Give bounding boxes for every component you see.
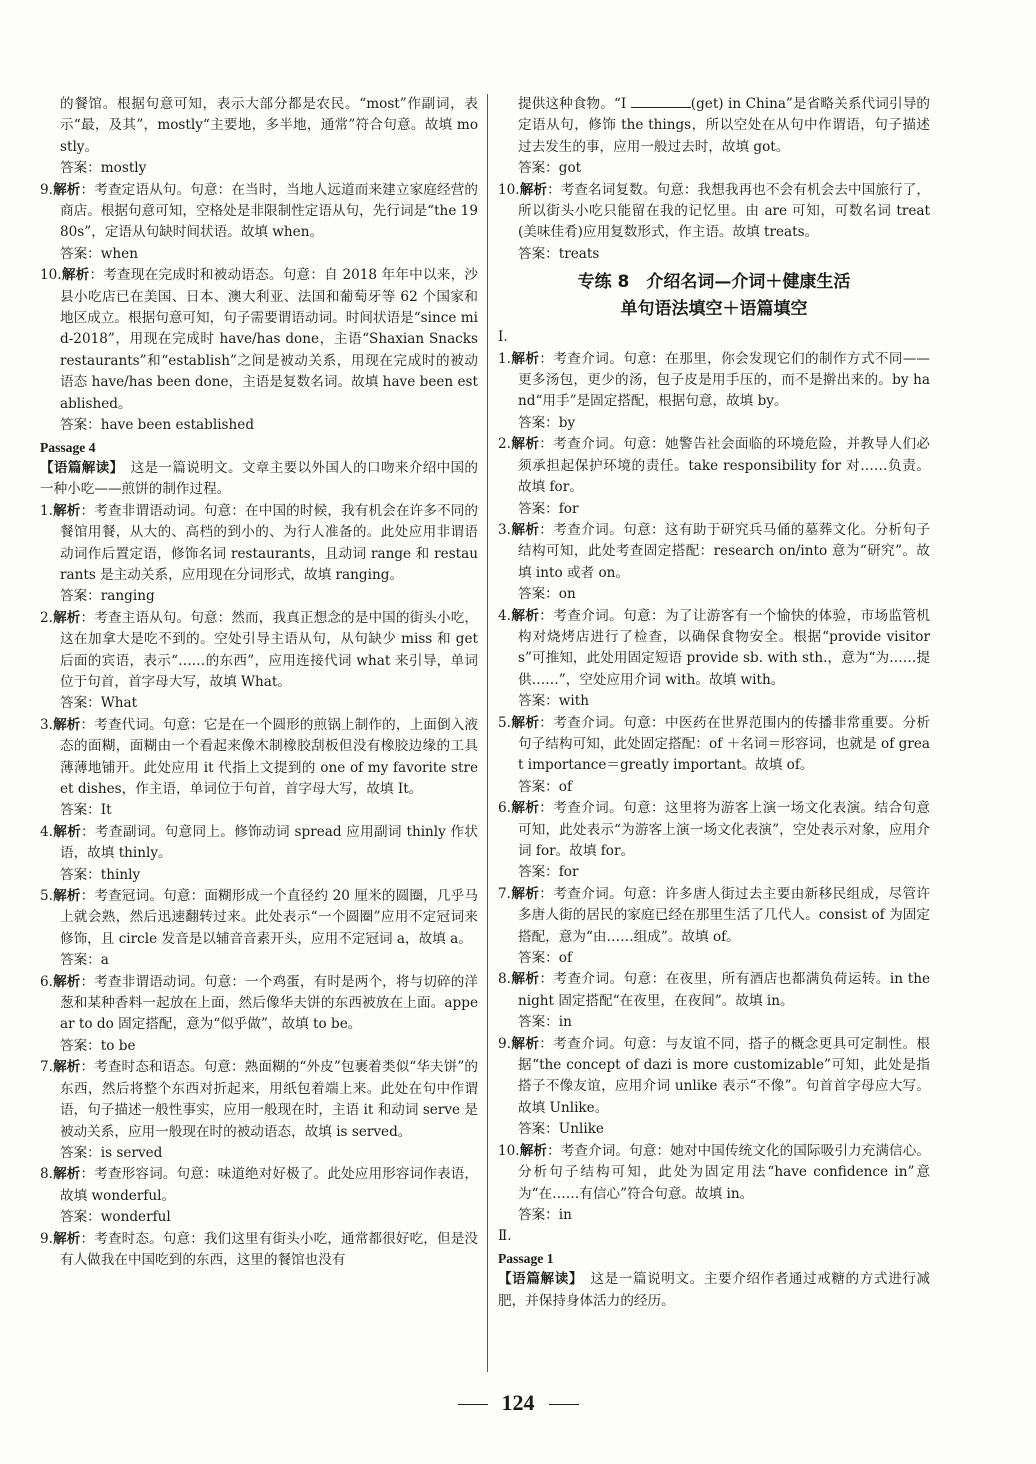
answer: 答案：got <box>518 160 582 177</box>
item-number: 3. <box>498 521 511 538</box>
item-label: 解析 <box>52 181 81 198</box>
continuation-text-b: (get) in China”是省略关系代词引导的定语从句，修饰 the things，所以空处在从句中作谓语，句子描述过去发生的事，应用一般过去时，故填 got。 <box>518 96 931 155</box>
item-label: 解析 <box>52 888 81 905</box>
part1-item-4 <box>498 606 930 713</box>
page-number-text: 124 <box>501 1390 535 1415</box>
item-text: ：考查冠词。句意：面糊形成一个直径约 20 厘米的圆圈，几乎马上就会熟，然后迅速翻转过来。此处表示“一个圆圈”应用不定冠词来修饰，且 circle 发音是以辅音音素开头，应用不定冠词 a，故填 a。 <box>60 888 478 947</box>
item-text: ：考查介词。句意：为了让游客有一个愉快的体验，市场监管机构对烧烤店进行了检查，以确保食物安全。根据“provide visitors”可推知，此处用固定短语 provide sb. with sth.，意为“为……提供……”，空处应用介词 with。故填 with。 <box>518 607 931 688</box>
intro-text: 这是一篇说明文。文章主要以外国人的口吻来介绍中国的一种小吃——煎饼的制作过程。 <box>40 459 479 498</box>
item-8 <box>40 1164 478 1228</box>
item-10 <box>40 265 478 436</box>
item-text: ：考查代词。句意：它是在一个圆形的煎锅上制作的，上面倒入液态的面糊，面糊由一个看起来像木制橡胶刮板但没有橡胶边缘的工具薄薄地铺开。此处应用 it 代指上文提到的 one of my favorite street dishes，作主语，单词位于句首，首字母大写，故填 It。 <box>60 716 479 797</box>
item-5 <box>40 886 478 972</box>
item-text: ：考查主语从句。句意：然而，我真正想念的是中国的街头小吃，这在加拿大是吃不到的。空处引导主语从句，从句缺少 miss 和 get 后面的宾语，表示“……的东西”，应用连接代词 what 来引导，单词位于句首，首字母大写，故填 What。 <box>60 609 479 690</box>
item-text: ：考查介词。句意：在那里，你会发现它们的制作方式不同——更多汤包，更少的汤，包子皮是用手压的，而不是擀出来的。by hand“用手”是固定搭配，根据句意，故填 by。 <box>518 350 931 410</box>
page-number-dash-left <box>458 1404 488 1405</box>
item-label: 解析 <box>510 714 540 731</box>
answer: 答案：have been established <box>60 417 255 434</box>
item-number: 10. <box>40 267 62 284</box>
item-text: ：考查时态和语态。句意：熟面糊的“外皮”包裹着类似“华夫饼”的东西，然后将整个东西对折起来，用纸包着端上来。此处在句中作谓语，句子描述一般性事实，应用一般现在时，主语 it 和动词 serve 是被动关系，应用一般现在时的被动语态，故填 is served。 <box>60 1059 479 1140</box>
fill-blank <box>631 95 691 108</box>
part-label: Ⅰ. <box>498 329 508 346</box>
item-text: ：考查名词复数。句意：我想我再也不会有机会去中国旅行了，所以街头小吃只能留在我的记忆里。由 are 可知，可数名词 treat(美味佳肴)应用复数形式，作主语。故填 treats。 <box>518 181 931 241</box>
item-label: 解析 <box>52 1166 81 1183</box>
left-column <box>40 94 478 1271</box>
item-number: 8. <box>40 1166 53 1183</box>
part1-item-3 <box>498 520 930 606</box>
continuation-text: 的餐馆。根据句意可知，表示大部分都是农民。“most”作副词，表示“最，及其”，mostly“主要地，多半地，通常”符合句意。故填 mostly。 <box>60 96 478 155</box>
section-title <box>498 269 930 323</box>
item-label: 解析 <box>510 521 540 538</box>
part1-item-5 <box>498 713 930 799</box>
intro-label: 【语篇解读】 <box>498 1271 577 1288</box>
item-number: 10. <box>498 181 520 198</box>
part1-item-7 <box>498 884 930 970</box>
answer: 答案：mostly <box>60 160 147 177</box>
answer: 答案：treats <box>518 245 600 262</box>
item-number: 5. <box>498 714 511 731</box>
answer: 答案：of <box>518 950 572 967</box>
item-number: 7. <box>498 885 511 902</box>
answer: 答案：What <box>60 695 138 712</box>
item-number: 5. <box>40 888 53 905</box>
passage-label: Passage 4 <box>40 439 96 455</box>
item-number: 2. <box>498 436 511 453</box>
item-text: ：考查介词。句意：她对中国传统文化的国际吸引力充满信心。分析句子结构可知，此处为固定用法“have confidence in”意为“在……有信心”符合句意。故填 in。 <box>518 1142 931 1202</box>
item-label: 解析 <box>61 267 90 284</box>
item-number: 9. <box>40 181 53 198</box>
item-number: 4. <box>40 823 53 840</box>
item-label: 解析 <box>52 1059 81 1076</box>
section-title-line2: 单句语法填空＋语篇填空 <box>620 299 808 320</box>
item-label: 解析 <box>52 1230 81 1247</box>
item-text: ：考查介词。句意：许多唐人街过去主要由新移民组成，尽管许多唐人街的居民的家庭已经在那里生活了几代人。consist of 为固定搭配，意为“由……组成”。故填 of。 <box>518 885 931 945</box>
section-title-line1: 专练 8 介绍名词—介词＋健康生活 <box>577 272 851 293</box>
item-text: ：考查介词。句意：在夜里，所有酒店也都满负荷运转。in the night 固定搭配“在夜里，在夜间”。故填 in。 <box>518 971 931 1009</box>
answer: 答案：on <box>518 586 576 603</box>
answer: 答案：in <box>518 1014 572 1031</box>
answer: 答案：to be <box>60 1037 136 1054</box>
item-label: 解析 <box>510 607 540 624</box>
item-number: 6. <box>40 973 53 990</box>
answer: 答案：for <box>518 864 579 881</box>
item-number: 1. <box>498 350 511 367</box>
item-number: 6. <box>498 800 511 817</box>
item-7 <box>40 1057 478 1164</box>
item-text: ：考查介词。句意：中医药在世界范围内的传播非常重要。分析句子结构可知，此处固定搭配：of ＋名词＝形容词，也就是 of great importance＝greatly important。故填 of。 <box>518 714 931 774</box>
item-label: 解析 <box>519 181 548 198</box>
part1-item-6 <box>498 798 930 884</box>
answer: 答案：It <box>60 802 112 819</box>
right-column <box>498 94 930 1312</box>
item-text: ：考查介词。句意：这有助于研究兵马俑的墓葬文化。分析句子结构可知，此处考查固定搭配：research on/into 意为“研究”。故填 into 或者 on。 <box>518 521 931 581</box>
item-number: 7. <box>40 1059 53 1076</box>
item-label: 解析 <box>510 436 540 453</box>
answer: 答案：is served <box>60 1144 163 1161</box>
item-number: 3. <box>40 716 53 733</box>
answer: 答案：of <box>518 778 572 795</box>
answer: 答案：thinly <box>60 866 141 883</box>
item-label: 解析 <box>52 973 81 990</box>
item-label: 解析 <box>510 800 540 817</box>
answer: 答案：with <box>518 693 589 710</box>
answer: 答案：when <box>60 245 138 262</box>
item-label: 解析 <box>510 885 540 902</box>
item-text: ：考查非谓语动词。句意：一个鸡蛋，有时是两个，将与切碎的洋葱和某种香料一起放在上面，然后像华夫饼的东西被放在上面。appear to do 固定搭配，意为“似乎做”，故填 to be。 <box>60 973 479 1033</box>
intro-text: 这是一篇说明文。主要介绍作者通过戒糖的方式进行减肥，并保持身体活力的经历。 <box>498 1271 931 1309</box>
item-3 <box>40 715 478 822</box>
answer: 答案：for <box>518 500 579 517</box>
item-label: 解析 <box>52 823 82 840</box>
page-number-dash-right <box>549 1404 579 1405</box>
answer: 答案：Unlike <box>518 1121 604 1138</box>
answer: 答案：ranging <box>60 588 155 605</box>
item-text: ：考查形容词。句意：味道绝对好极了。此处应用形容词作表语，故填 wonderful。 <box>60 1166 479 1204</box>
continuation-text <box>498 94 930 158</box>
item-number: 9. <box>498 1035 511 1052</box>
item-text: ：考查副词。句意同上。修饰动词 spread 应用副词 thinly 作状语，故填 thinly。 <box>60 823 478 862</box>
item-1 <box>40 501 478 608</box>
item-text: ：考查介词。句意：这里将为游客上演一场文化表演。结合句意可知，此处表示“为游客上演一场文化表演”，空处表示对象，应用介词 for。故填 for。 <box>518 800 931 859</box>
part1-item-2 <box>498 434 930 520</box>
item-10 <box>498 180 930 266</box>
passage-label: Passage 1 <box>498 1250 554 1266</box>
item-9b <box>40 1229 478 1272</box>
part1-item-10 <box>498 1141 930 1227</box>
item-9 <box>40 180 478 266</box>
intro-label: 【语篇解读】 <box>40 459 117 476</box>
item-text: ：考查介词。句意：她警告社会面临的环境危险，并教导人们必须承担起保护环境的责任。take responsibility for 对……负责。故填 for。 <box>518 436 931 496</box>
part1-item-1 <box>498 349 930 435</box>
item-label: 解析 <box>510 350 540 367</box>
part1-item-9 <box>498 1034 930 1141</box>
answer: 答案：in <box>518 1206 572 1223</box>
item-text: ：考查非谓语动词。句意：在中国的时候，我有机会在许多不同的餐馆用餐，从大的、高档的到小的、为行人准备的。此处应用非谓语动词作后置定语，修饰名词 restaurants，且动词 range 和 restaurants 是主动关系，应用现在分词形式，故填 ranging。 <box>60 502 479 583</box>
item-label: 解析 <box>52 502 81 519</box>
item-2 <box>40 608 478 715</box>
item-number: 10. <box>498 1142 520 1159</box>
item-number: 2. <box>40 609 53 626</box>
item-label: 解析 <box>510 971 540 988</box>
item-number: 4. <box>498 607 511 624</box>
item-text: ：考查介词。句意：与友谊不同，搭子的概念更具可定制性。根据“the concept of dazi is more customizable”可知，此处是指搭子不像友谊，应用介词 unlike 表示“不像”。句首首字母应大写。故填 Unlike。 <box>518 1035 931 1116</box>
item-label: 解析 <box>52 716 81 733</box>
item-label: 解析 <box>519 1142 548 1159</box>
item-label: 解析 <box>52 609 81 626</box>
page-number <box>0 1390 1036 1416</box>
answer: 答案：wonderful <box>60 1209 171 1226</box>
answer: 答案：by <box>518 414 576 431</box>
item-text: ：考查时态。句意：我们这里有街头小吃，通常都很好吃，但是没有人做我在中国吃到的东西，这里的餐馆也没有 <box>60 1230 479 1268</box>
item-4 <box>40 822 478 886</box>
part-label: Ⅱ. <box>498 1228 512 1245</box>
item-text: ：考查现在完成时和被动语态。句意：自 2018 年年中以来，沙县小吃店已在美国、日本、澳大利亚、法国和葡萄牙等 62 个国家和地区成立。根据句意可知，句子需要谓语动词。时间状语是“since mid-2018”，用现在完成时 have/has done，主语“Shaxian Snacks restaurants”和“establish”之间是被动关系，用现在完成时的被动语态 have/has been done，主语是复数名词。故填 have been established。 <box>60 267 478 412</box>
answer: 答案：a <box>60 952 109 969</box>
item-number: 1. <box>40 502 53 519</box>
part1-item-8 <box>498 969 930 1033</box>
item-text: ：考查定语从句。句意：在当时，当地人远道而来建立家庭经营的商店。根据句意可知，空格处是非限制性定语从句，先行词是“the 1980s”，定语从句缺时间状语。故填 when。 <box>60 181 479 241</box>
item-6 <box>40 972 478 1058</box>
item-label: 解析 <box>510 1035 540 1052</box>
column-divider <box>487 94 488 1372</box>
item-number: 8. <box>498 971 511 988</box>
continuation-text-a: 提供这种食物。“I <box>518 96 627 112</box>
item-number: 9. <box>40 1230 53 1247</box>
